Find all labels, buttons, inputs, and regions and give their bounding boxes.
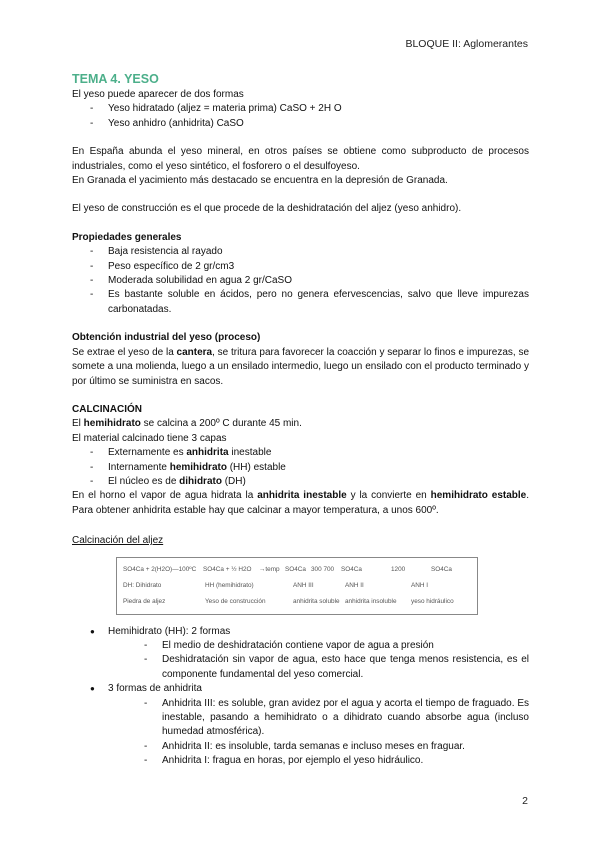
capas-list bbox=[72, 446, 529, 489]
propiedades-list bbox=[72, 245, 529, 317]
hemihidrato-list bbox=[108, 639, 529, 682]
list-item: - Baja resistencia al rayado bbox=[90, 245, 529, 259]
anhidrita-list bbox=[108, 697, 529, 769]
list-item: - Deshidratación sin vapor de agua, esto hace que tenga menos resistencia, es el componente fundamental del yeso comercial. bbox=[144, 653, 529, 682]
list-item: - Yeso anhidro (anhidrita) CaSO bbox=[90, 117, 529, 131]
paragraph-granada: En Granada el yacimiento más destacado se encuentra en la depresión de Granada. bbox=[72, 175, 448, 187]
paragraph-hemihidrato: El hemihidrato se calcina a 200º C durante 45 min. bbox=[72, 418, 302, 430]
section-heading-propiedades: Propiedades generales bbox=[72, 231, 182, 243]
page-header: BLOQUE II: Aglomerantes bbox=[405, 38, 528, 50]
section-heading-obtencion: Obtención industrial del yeso (proceso) bbox=[72, 332, 261, 344]
list-item: - Es bastante soluble en ácidos, pero no genera efervescencias, salvo que lleve impurezas carbonatadas. bbox=[90, 288, 529, 317]
table-row: Piedra de aljez Yeso de construcción anhidrita soluble anhidrita insoluble yeso hidráulico bbox=[123, 597, 454, 605]
bullet-list bbox=[72, 625, 529, 769]
list-item: - Externamente es anhidrita inestable bbox=[90, 446, 529, 460]
forms-list bbox=[72, 102, 529, 131]
list-item: - Yeso hidratado (aljez = materia prima) CaSO + 2H O bbox=[90, 102, 529, 116]
intro-text: El yeso puede aparecer de dos formas bbox=[72, 89, 244, 100]
table-row: DH: Dihidrato HH (hemihidrato) ANH III ANH II ANH I bbox=[123, 581, 429, 589]
list-item: - Internamente hemihidrato (HH) estable bbox=[90, 461, 529, 475]
figure-caption: Calcinación del aljez bbox=[72, 535, 164, 547]
list-item: - El núcleo es de dihidrato (DH) bbox=[90, 475, 529, 489]
paragraph-horno: En el horno el vapor de agua hidrata la anhidrita inestable y la convierte en hemihidrato estable. Para obtener anhidrita estable hay que calcinar a mayor temperatura, a unos 600º. bbox=[72, 490, 530, 516]
page-content bbox=[72, 72, 529, 769]
list-item: - Peso específico de 2 gr/cm3 bbox=[90, 260, 529, 274]
page-title: TEMA 4. YESO bbox=[72, 72, 159, 86]
list-item: - Anhidrita I: fragua en horas, por ejemplo el yeso hidráulico. bbox=[144, 754, 529, 768]
paragraph-construccion: El yeso de construcción es el que procede de la deshidratación del aljez (yeso anhidro). bbox=[72, 203, 462, 215]
paragraph-capas: El material calcinado tiene 3 capas bbox=[72, 432, 227, 444]
list-item: - Anhidrita II: es insoluble, tarda semanas e incluso meses en fraguar. bbox=[144, 740, 529, 754]
list-item: - Anhidrita III: es soluble, gran avidez por el agua y acorta el tiempo de fraguado. Es inestable, pasando a hemihidrato o a dihidrato cuando absorbe agua (incluso humedad atmosférica). bbox=[144, 697, 529, 740]
list-item: - Moderada solubilidad en agua 2 gr/CaSO bbox=[90, 274, 529, 288]
list-item: ● 3 formas de anhidrita - Anhidrita III: es soluble, gran avidez por el agua y acorta el tiempo de fraguado. Es inestable, pasando a hemihidrato o a dihidrato cuando absorbe agua (incluso humedad atmosférica). - Anhidrita II: es insoluble, tarda semanas e incluso meses en fraguar. - Anhidrita I: fragua en horas, por ejemplo el yeso hidráulico. bbox=[90, 682, 529, 768]
page-number: 2 bbox=[522, 795, 528, 807]
table-row: SO4Ca + 2(H2O)—100ºC SO4Ca + ½ H2O →temp SO4Ca 300 700 SO4Ca 1200 SO4Ca bbox=[123, 565, 452, 573]
calcination-table bbox=[116, 557, 478, 615]
section-heading-calcinacion: CALCINACIÓN bbox=[72, 403, 142, 415]
paragraph-obtencion: Se extrae el yeso de la cantera, se tritura para favorecer la coacción y separar lo finos e impurezas, se somete a una molienda, luego a un ensilado intermedio, luego un ensilado con el producto terminado y por último se suministra en sacos. bbox=[72, 346, 530, 387]
paragraph-spain: En España abunda el yeso mineral, en otros países se obtiene como subproducto de procesos industriales, como el yeso sintético, el fosforero o el desulfoyeso. bbox=[72, 146, 529, 172]
list-item: ● Hemihidrato (HH): 2 formas - El medio de deshidratación contiene vapor de agua a presión - Deshidratación sin vapor de agua, esto hace que tenga menos resistencia, es el componente fundamental del yeso comercial. bbox=[90, 625, 529, 683]
list-item: - El medio de deshidratación contiene vapor de agua a presión bbox=[144, 639, 529, 653]
